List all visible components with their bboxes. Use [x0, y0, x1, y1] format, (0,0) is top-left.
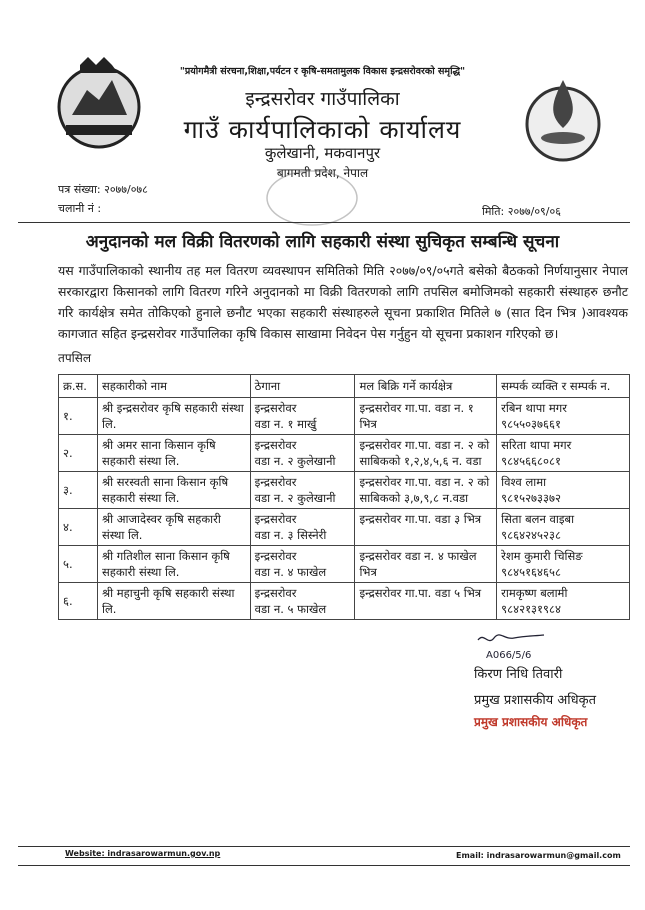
contact-phone: ९८६४२४५२३८: [501, 528, 561, 542]
table-row: [59, 472, 630, 509]
contact-person: रामकृष्ण बलामी: [501, 586, 568, 600]
header-name: सहकारीको नाम: [97, 375, 250, 398]
cell-address: [250, 509, 355, 546]
cell-sn: ५.: [59, 546, 98, 583]
table-row: [59, 435, 630, 472]
contact-phone: ९८१५२७३३७२: [501, 491, 561, 505]
footer-divider-bottom: [18, 865, 630, 866]
contact-person: विश्व लामा: [501, 475, 547, 489]
address-line1: इन्द्रसरोवर: [254, 512, 297, 526]
cell-address: [250, 398, 355, 435]
signature-block: [474, 632, 634, 730]
cell-address: [250, 546, 355, 583]
header-divider: [18, 222, 630, 223]
cell-area: इन्द्रसरोवर गा.पा. वडा न. १ भित्र: [355, 398, 497, 435]
municipality-name: इन्द्रसरोवर गाउँपालिका: [245, 88, 400, 110]
cell-name: श्री आजादेस्वर कृषि सहकारी संस्था लि.: [97, 509, 250, 546]
table-row: [59, 546, 630, 583]
letter-number: पत्र संख्या: २०७७/०७८: [58, 183, 148, 196]
contact-phone: ९८४५१६४६५८: [501, 565, 561, 579]
handwritten-signature: [474, 632, 634, 662]
table-row: [59, 583, 630, 620]
address-line2: वडा न. १ मार्खु: [254, 417, 317, 431]
address-line1: इन्द्रसरोवर: [254, 586, 297, 600]
address-line2: वडा न. २ कुलेखानी: [254, 491, 336, 505]
address-line1: इन्द्रसरोवर: [254, 475, 297, 489]
address-line1: इन्द्रसरोवर: [254, 549, 297, 563]
contact-person: सरिता थापा मगर: [501, 438, 572, 452]
email-link[interactable]: Email: indrasarowarmun@gmail.com: [456, 851, 621, 860]
signature-number: A066/5/6: [486, 650, 532, 661]
cell-area: इन्द्रसरोवर गा.पा. वडा न. २ को साबिकको १,२,४,५,६ न. वडा: [355, 435, 497, 472]
notice-title: अनुदानको मल विक्री वितरणको लागि सहकारी संस्था सुचिकृत सम्बन्धि सूचना: [85, 232, 560, 252]
dispatch-number: चलानी नं :: [58, 202, 102, 215]
address-line2: वडा न. ४ फाखेल: [254, 565, 327, 579]
signatory-name: किरण निधि तिवारी: [474, 667, 563, 682]
header-address: ठेगाना: [250, 375, 355, 398]
cell-address: [250, 472, 355, 509]
notice-content: [0, 230, 645, 730]
cooperatives-table: [58, 374, 630, 620]
table-row: [59, 509, 630, 546]
cell-name: श्री इन्द्रसरोवर कृषि सहकारी संस्था लि.: [97, 398, 250, 435]
address-line2: वडा न. ३ सिस्नेरी: [254, 528, 327, 542]
cell-name: श्री सरस्वती साना किसान कृषि सहकारी संस्था लि.: [97, 472, 250, 509]
contact-phone: ९८५५०३७६६१: [501, 417, 561, 431]
cell-contact: [497, 509, 630, 546]
table-row: [59, 398, 630, 435]
cell-sn: ३.: [59, 472, 98, 509]
contact-person: रबिन थापा मगर: [501, 401, 567, 415]
official-stamp: प्रमुख प्रशासकीय अधिकृत: [474, 715, 588, 729]
office-address: कुलेखानी, मकवानपुर: [264, 144, 381, 162]
cell-sn: २.: [59, 435, 98, 472]
cell-area: इन्द्रसरोवर गा.पा. वडा ३ भित्र: [355, 509, 497, 546]
address-line1: इन्द्रसरोवर: [254, 438, 297, 452]
cell-sn: ४.: [59, 509, 98, 546]
signatory-title: प्रमुख प्रशासकीय अधिकृत: [474, 693, 597, 708]
cell-sn: ६.: [59, 583, 98, 620]
schedule-label: तपसिल: [58, 351, 92, 365]
header-sn: क्र.स.: [59, 375, 98, 398]
cell-area: इन्द्रसरोवर वडा न. ४ फाखेल भित्र: [355, 546, 497, 583]
cell-contact: [497, 398, 630, 435]
address-line2: वडा न. २ कुलेखानी: [254, 454, 336, 468]
contact-phone: ९८४२१३१९८४: [501, 602, 561, 616]
contact-phone: ९८४५६६८०८१: [501, 454, 561, 468]
cell-address: [250, 435, 355, 472]
website-link[interactable]: Website: indrasarowarmun.gov.np: [65, 849, 221, 858]
cell-name: श्री महाचुनी कृषि सहकारी संस्था लि.: [97, 583, 250, 620]
cell-contact: [497, 546, 630, 583]
notice-body: यस गाउँपालिकाको स्थानीय तह मल वितरण व्यवस्थापन समितिको मिति २०७७/०९/०५गते बसेको बैठकको निर्णयानुसार नेपाल सरकारद्वारा किसानको लागि वितरण गरिने अनुदानको मा विक्री वितरणको लागि तपसिल बमोजिमको सहकारी संस्थाहरु छनौट गरि कार्यक्षेत्र समेत तोकिएको हुनाले छनौट भएका सहकारी संस्थाहरुले सूचना प्रकाशित मितिले ७ (सात दिन भित्र )आवश्यक कागजात सहित इन्द्रसरोवर गाउँपालिका कृषि विकास साखामा निवेदन पेस गर्नुहुन यो सूचना प्रकाशन गरिएको छ।: [58, 263, 628, 341]
header-contact: सम्पर्क व्यक्ति र सम्पर्क न.: [497, 375, 630, 398]
table-header-row: [59, 375, 630, 398]
cell-area: इन्द्रसरोवर गा.पा. वडा न. २ को साबिकको ३,७,९,८ न.वडा: [355, 472, 497, 509]
footer-divider-top: [18, 846, 630, 847]
address-line1: इन्द्रसरोवर: [254, 401, 297, 415]
cell-contact: [497, 472, 630, 509]
cell-address: [250, 583, 355, 620]
slogan: "प्रयोगमैत्री संरचना,शिक्षा,पर्यटन र कृषि-समतामुलक विकास इन्द्रसरोवरको समृद्धि": [179, 66, 466, 77]
header-area: मल बिक्रि गर्ने कार्यक्षेत्र: [355, 375, 497, 398]
province: बागमती प्रदेश, नेपाल: [276, 166, 369, 180]
address-line2: वडा न. ५ फाखेल: [254, 602, 327, 616]
office-name: गाउँ कार्यपालिकाको कार्यालय: [183, 115, 462, 144]
cell-contact: [497, 435, 630, 472]
cell-name: श्री गतिशील साना किसान कृषि सहकारी संस्था लि.: [97, 546, 250, 583]
contact-person: रेशम कुमारी चिसिङ: [501, 549, 583, 563]
contact-person: सिता बलन वाइबा: [501, 512, 575, 526]
cell-sn: १.: [59, 398, 98, 435]
date: मिति: २०७७/०९/०६: [482, 205, 561, 218]
cell-area: इन्द्रसरोवर गा.पा. वडा ५ भित्र: [355, 583, 497, 620]
cell-contact: [497, 583, 630, 620]
cell-name: श्री अमर साना किसान कृषि सहकारी संस्था लि.: [97, 435, 250, 472]
